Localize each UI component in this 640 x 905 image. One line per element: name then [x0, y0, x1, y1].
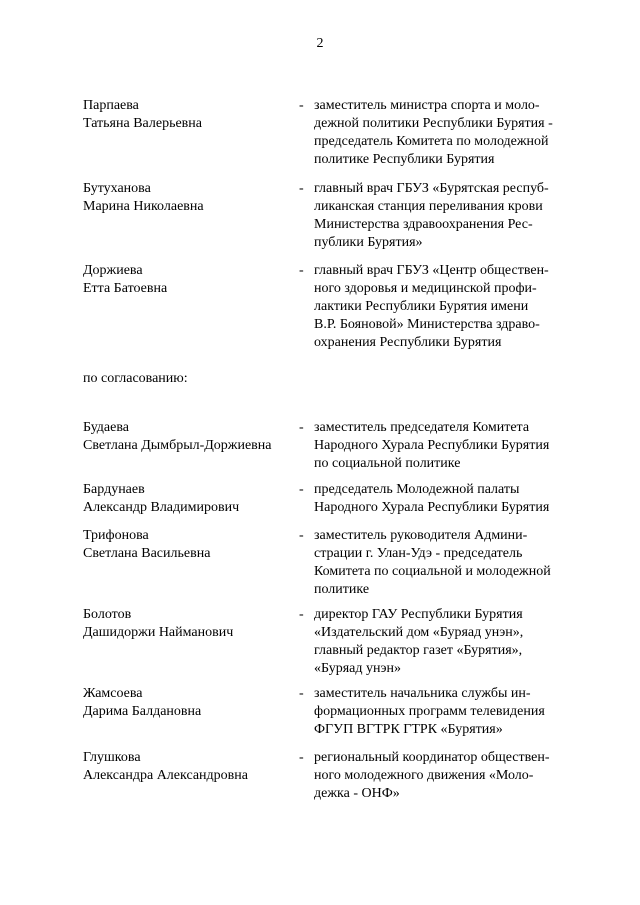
member-name — [83, 97, 298, 133]
dash-separator: - — [299, 263, 304, 278]
role-line: по социальной политике — [314, 456, 461, 471]
role-line: политике — [314, 582, 370, 597]
role-line: региональный координатор обществен- — [314, 750, 550, 765]
member-role — [314, 606, 576, 678]
member-given-name: Александр Владимирович — [83, 500, 240, 515]
member-role — [314, 180, 576, 252]
member-surname: Будаева — [83, 420, 129, 435]
member-surname: Трифонова — [83, 528, 149, 543]
role-line: Народного Хурала Республики Бурятия — [314, 500, 550, 515]
dash-separator: - — [299, 607, 304, 622]
role-line: Комитета по социальной и молодежной — [314, 564, 551, 579]
role-line: заместитель министра спорта и моло- — [314, 98, 540, 113]
role-line: заместитель председателя Комитета — [314, 420, 530, 435]
member-given-name: Дарима Балдановна — [83, 704, 202, 719]
member-given-name: Татьяна Валерьевна — [83, 116, 202, 131]
role-line: формационных программ телевидения — [314, 704, 545, 719]
member-name — [83, 180, 298, 216]
member-name — [83, 481, 298, 517]
member-surname: Доржиева — [83, 263, 143, 278]
member-given-name: Светлана Дымбрыл-Доржиевна — [83, 438, 272, 453]
member-role — [314, 527, 576, 599]
dash-separator: - — [299, 686, 304, 701]
member-role — [314, 481, 576, 517]
member-name — [83, 749, 298, 785]
member-role — [314, 262, 576, 352]
role-line: ФГУП ВГТРК ГТРК «Бурятия» — [314, 722, 503, 737]
role-line: лактики Республики Бурятия имени — [314, 299, 529, 314]
dash-separator: - — [299, 420, 304, 435]
role-line: председатель Молодежной палаты — [314, 482, 520, 497]
dash-separator: - — [299, 750, 304, 765]
role-line: ного молодежного движения «Моло- — [314, 768, 534, 783]
member-name — [83, 606, 298, 642]
member-given-name: Марина Николаевна — [83, 199, 204, 214]
member-name — [83, 685, 298, 721]
member-role — [314, 749, 576, 803]
member-given-name: Светлана Васильевна — [83, 546, 211, 561]
member-surname: Жамсоева — [83, 686, 143, 701]
member-surname: Бардунаев — [83, 482, 145, 497]
dash-separator: - — [299, 528, 304, 543]
role-line: политике Республики Бурятия — [314, 152, 495, 167]
member-surname: Бутуханова — [83, 181, 151, 196]
role-line: ликанская станция переливания крови — [314, 199, 543, 214]
member-role — [314, 685, 576, 739]
role-line: заместитель руководителя Админи- — [314, 528, 528, 543]
member-surname: Парпаева — [83, 98, 139, 113]
role-line: Народного Хурала Республики Бурятия — [314, 438, 550, 453]
role-line: председатель Комитета по молодежной — [314, 134, 549, 149]
role-line: «Буряад унэн» — [314, 661, 401, 676]
role-line: охранения Республики Бурятия — [314, 335, 502, 350]
role-line: заместитель начальника службы ин- — [314, 686, 531, 701]
role-line: главный врач ГБУЗ «Бурятская респуб- — [314, 181, 549, 196]
role-line: Министерства здравоохранения Рес- — [314, 217, 533, 232]
member-role — [314, 419, 576, 473]
role-line: В.Р. Бояновой» Министерства здраво- — [314, 317, 540, 332]
dash-separator: - — [299, 181, 304, 196]
member-name — [83, 419, 298, 455]
member-name — [83, 527, 298, 563]
role-line: директор ГАУ Республики Бурятия — [314, 607, 523, 622]
role-line: главный врач ГБУЗ «Центр обществен- — [314, 263, 549, 278]
member-surname: Болотов — [83, 607, 132, 622]
role-line: дежной политики Республики Бурятия - — [314, 116, 553, 131]
member-surname: Глушкова — [83, 750, 141, 765]
role-line: дежка - ОНФ» — [314, 786, 400, 801]
member-given-name: Етта Батоевна — [83, 281, 168, 296]
role-line: ного здоровья и медицинской профи- — [314, 281, 537, 296]
page-number: 2 — [316, 36, 324, 51]
member-given-name: Дашидоржи Найманович — [83, 625, 234, 640]
approval-note: по согласованию: — [83, 371, 188, 386]
role-line: «Издательский дом «Буряад унэн», — [314, 625, 524, 640]
role-line: публики Бурятия» — [314, 235, 423, 250]
role-line: главный редактор газет «Бурятия», — [314, 643, 523, 658]
member-role — [314, 97, 576, 169]
dash-separator: - — [299, 98, 304, 113]
role-line: страции г. Улан-Удэ - председатель — [314, 546, 523, 561]
member-given-name: Александра Александровна — [83, 768, 248, 783]
member-name — [83, 262, 298, 298]
dash-separator: - — [299, 482, 304, 497]
